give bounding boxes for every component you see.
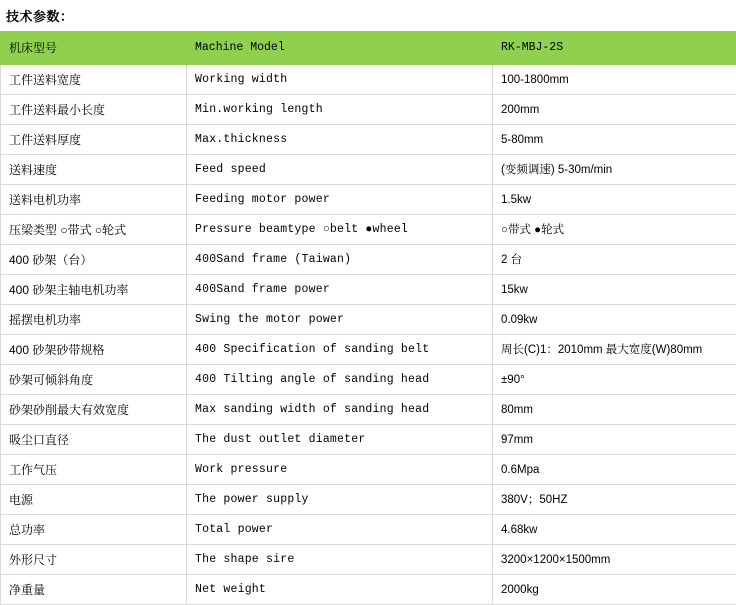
row-label-en: Max sanding width of sanding head bbox=[187, 395, 493, 425]
table-row bbox=[1, 485, 736, 515]
row-value: 200mm bbox=[493, 95, 736, 125]
row-label-cn: 送料速度 bbox=[1, 155, 187, 185]
table-row bbox=[1, 305, 736, 335]
table-row bbox=[1, 365, 736, 395]
table-row bbox=[1, 155, 736, 185]
row-value: 5-80mm bbox=[493, 125, 736, 155]
table-row bbox=[1, 125, 736, 155]
row-label-cn: 净重量 bbox=[1, 575, 187, 605]
row-label-cn: 工作气压 bbox=[1, 455, 187, 485]
table-row bbox=[1, 395, 736, 425]
row-label-cn: 电源 bbox=[1, 485, 187, 515]
row-label-cn: 400 砂架（台） bbox=[1, 245, 187, 275]
row-label-en: Net weight bbox=[187, 575, 493, 605]
row-label-cn: 400 砂架主轴电机功率 bbox=[1, 275, 187, 305]
row-label-cn: 压梁类型 ○带式 ○轮式 bbox=[1, 215, 187, 245]
header-cell-model-value: RK-MBJ-2S bbox=[493, 32, 736, 65]
row-value: 97mm bbox=[493, 425, 736, 455]
row-label-en: 400 Specification of sanding belt bbox=[187, 335, 493, 365]
row-label-cn: 工件送料厚度 bbox=[1, 125, 187, 155]
row-value: 1.5kw bbox=[493, 185, 736, 215]
row-value: 0.09kw bbox=[493, 305, 736, 335]
row-value: (变频调速) 5-30m/min bbox=[493, 155, 736, 185]
row-label-cn: 总功率 bbox=[1, 515, 187, 545]
row-value: 2 台 bbox=[493, 245, 736, 275]
row-label-en: 400Sand frame power bbox=[187, 275, 493, 305]
row-label-cn: 工件送料宽度 bbox=[1, 65, 187, 95]
row-label-en: The shape sire bbox=[187, 545, 493, 575]
row-label-cn: 外形尺寸 bbox=[1, 545, 187, 575]
row-value: 15kw bbox=[493, 275, 736, 305]
row-value: 80mm bbox=[493, 395, 736, 425]
table-row bbox=[1, 515, 736, 545]
table-row bbox=[1, 455, 736, 485]
row-value: ±90° bbox=[493, 365, 736, 395]
row-label-en: Working width bbox=[187, 65, 493, 95]
row-label-cn: 砂架砂削最大有效宽度 bbox=[1, 395, 187, 425]
row-label-cn: 砂架可倾斜角度 bbox=[1, 365, 187, 395]
row-label-en: Min.working length bbox=[187, 95, 493, 125]
row-label-en: The power supply bbox=[187, 485, 493, 515]
table-row bbox=[1, 95, 736, 125]
table-header-row bbox=[1, 32, 736, 65]
row-label-cn: 吸尘口直径 bbox=[1, 425, 187, 455]
row-value: 4.68kw bbox=[493, 515, 736, 545]
row-label-cn: 送料电机功率 bbox=[1, 185, 187, 215]
table-body bbox=[1, 32, 736, 605]
table-row bbox=[1, 425, 736, 455]
row-value: 100-1800mm bbox=[493, 65, 736, 95]
row-label-en: The dust outlet diameter bbox=[187, 425, 493, 455]
row-value: 周长(C)1：2010mm 最大宽度(W)80mm bbox=[493, 335, 736, 365]
row-label-cn: 摇摆电机功率 bbox=[1, 305, 187, 335]
row-label-cn: 工件送料最小长度 bbox=[1, 95, 187, 125]
specification-table bbox=[0, 31, 736, 605]
table-row bbox=[1, 575, 736, 605]
row-label-en: 400Sand frame (Taiwan) bbox=[187, 245, 493, 275]
table-row bbox=[1, 245, 736, 275]
row-value: 0.6Mpa bbox=[493, 455, 736, 485]
table-row bbox=[1, 545, 736, 575]
row-value: 2000kg bbox=[493, 575, 736, 605]
header-cell-model-cn: 机床型号 bbox=[1, 32, 187, 65]
row-label-en: 400 Tilting angle of sanding head bbox=[187, 365, 493, 395]
row-label-en: Feed speed bbox=[187, 155, 493, 185]
row-label-en: Work pressure bbox=[187, 455, 493, 485]
table-row bbox=[1, 275, 736, 305]
table-row bbox=[1, 335, 736, 365]
row-label-en: Max.thickness bbox=[187, 125, 493, 155]
page-title: 技术参数： bbox=[0, 0, 736, 31]
row-label-en: Pressure beamtype ○belt ●wheel bbox=[187, 215, 493, 245]
row-label-cn: 400 砂架砂带规格 bbox=[1, 335, 187, 365]
table-row bbox=[1, 185, 736, 215]
row-label-en: Total power bbox=[187, 515, 493, 545]
row-value: 3200×1200×1500mm bbox=[493, 545, 736, 575]
row-value: 380V；50HZ bbox=[493, 485, 736, 515]
row-value: ○带式 ●轮式 bbox=[493, 215, 736, 245]
table-row bbox=[1, 65, 736, 95]
table-row bbox=[1, 215, 736, 245]
header-cell-model-en: Machine Model bbox=[187, 32, 493, 65]
row-label-en: Feeding motor power bbox=[187, 185, 493, 215]
row-label-en: Swing the motor power bbox=[187, 305, 493, 335]
